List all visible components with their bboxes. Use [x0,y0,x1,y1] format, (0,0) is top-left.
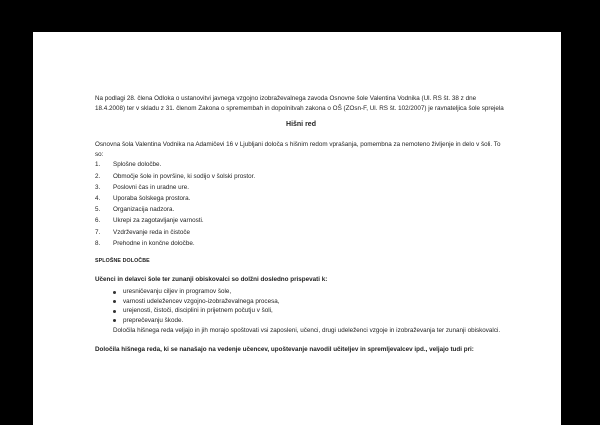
topic-number: 2. [95,172,101,180]
document-title: Hišni red [286,121,316,129]
bullet-item [95,287,507,297]
bullet-item [95,297,507,307]
document-content [95,94,507,355]
topic-text: Poslovni čas in uradne ure. [113,183,189,191]
topic-text: Organizacija nadzora. [113,206,175,214]
topic-number: 4. [95,194,101,202]
topic-number: 6. [95,217,101,225]
bullet-dot-icon [113,310,116,313]
section-last-paragraph: Določila hišnega reda, ki se nanašajo na vedenje učencev, upoštevanje navodil učiteljev in spremljevalcev ipd., veljajo tudi pri: [95,346,474,354]
bullet-text: preprečevanju škode. [123,316,184,324]
intro-paragraph: Na podlagi 28. člena Odloka o ustanovitvi javnega vzgojno izobraževalnega zavoda Osnovne šole Valentina Vodnika (Ul. RS št. 38 z dne 18.4.2008) ter v skladu z 31. členom Zakona o spremembah in dopolnitvah zakona o OŠ (ZOsn-F, Ul. RS št. 102/2007) je ravnateljica šole sprejela [95,95,504,112]
section-heading: SPLOŠNE DOLOČBE [95,258,150,264]
bullet-list [95,287,507,325]
topic-number: 1. [95,161,101,169]
topic-item [95,238,507,249]
topic-text: Ukrepi za zagotavljanje varnosti. [113,217,204,225]
bullet-dot-icon [113,319,116,322]
topic-item [95,171,507,182]
topic-text: Uporaba šolskega prostora. [113,194,191,202]
bullet-text: varnosti udeležencev vzgojno-izobraževalnega procesa, [123,297,280,305]
section-body: Določila hišnega reda veljajo in jih morajo spoštovati vsi zaposleni, učenci, drugi udeleženci vzgoje in izobraževanja ter zunanji obiskovalci. [113,326,501,334]
topic-number: 7. [95,228,101,236]
document-page [33,32,561,425]
topic-item [95,215,507,226]
bullet-text: uresničevanju ciljev in programov šole, [123,288,232,296]
bullet-text: urejenosti, čistoči, disciplini in prijetnem počutju v šoli, [123,307,273,315]
topic-number: 3. [95,183,101,191]
topic-number: 8. [95,239,101,247]
topic-text: Območje šole in površine, ki sodijo v šolski prostor. [113,172,256,180]
topic-text: Splošne določbe. [113,161,162,169]
bullet-item [95,306,507,316]
topic-item [95,227,507,238]
bullet-dot-icon [113,300,116,303]
topic-list [95,159,507,249]
bullet-item [95,316,507,326]
topic-item [95,159,507,170]
topic-text: Vzdrževanje reda in čistoče [113,228,191,236]
section-intro: Učenci in delavci šole ter zunanji obiskovalci so dolžni dosledno prispevati k: [95,275,328,283]
topic-item [95,193,507,204]
opening-paragraph: Osnovna šola Valentina Vodnika na Adamičevi 16 v Ljubljani določa s hišnim redom vprašanja, pomembna za nemoteno življenje in delo v šoli. To so: [95,141,501,158]
topic-number: 5. [95,206,101,214]
topic-text: Prehodne in končne določbe. [113,239,195,247]
bullet-dot-icon [113,291,116,294]
topic-item [95,204,507,215]
topic-item [95,182,507,193]
